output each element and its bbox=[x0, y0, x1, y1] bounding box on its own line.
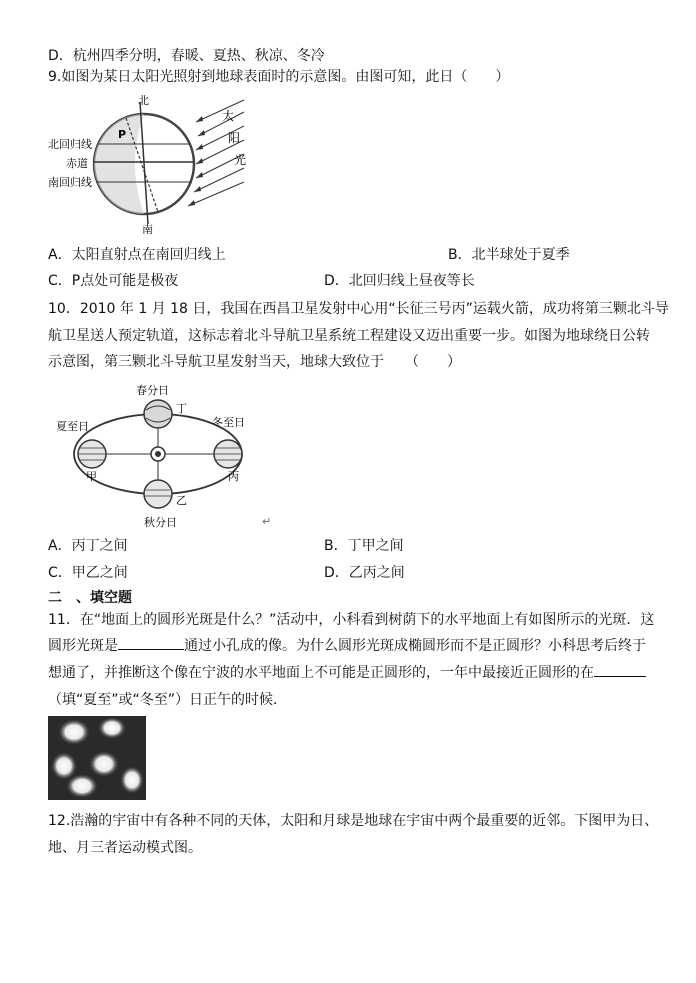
light-spot-5 bbox=[66, 774, 98, 798]
return-mark: ↵ bbox=[262, 515, 272, 528]
q11-blank-2[interactable] bbox=[594, 676, 646, 677]
q11-light-spot-photo bbox=[48, 716, 146, 800]
fig9-label-equator: 赤道 bbox=[66, 157, 88, 170]
section2-title: 二 、填空题 bbox=[48, 590, 132, 606]
light-spot-1 bbox=[58, 719, 90, 745]
earth-winter bbox=[214, 440, 242, 468]
q12-line2: 地、月三者运动模式图。 bbox=[48, 840, 202, 856]
q10-stem-line1: 10．2010 年 1 月 18 日，我国在西昌卫星发射中心用“长征三号丙”运载火箭，成功将第三颗北斗导 bbox=[48, 301, 669, 317]
light-spot-6 bbox=[120, 766, 144, 794]
fig10-label-winter: 冬至日 bbox=[212, 416, 245, 429]
q9-stem: 9.如图为某日太阳光照射到地球表面时的示意图。由图可知，此日（ ） bbox=[48, 69, 510, 85]
fig10-label-ding: 丁 bbox=[176, 402, 187, 415]
earth-autumn bbox=[144, 480, 172, 508]
light-spot-2 bbox=[98, 717, 126, 739]
q9-option-b[interactable]: B．北半球处于夏季 bbox=[448, 247, 570, 263]
fig9-label-south: 南 bbox=[142, 223, 153, 234]
q10-orbit-figure bbox=[52, 380, 262, 530]
q9-sunlight-figure bbox=[46, 92, 256, 234]
fig9-label-point-p: P bbox=[118, 128, 127, 141]
earth-spring bbox=[144, 400, 172, 428]
fig9-label-tropic-capricorn: 南回归线 bbox=[48, 176, 92, 189]
q12-line1: 12.浩瀚的宇宙中有各种不同的天体，太阳和月球是地球在宇宙中两个最重要的近邻。下图甲为日、 bbox=[48, 813, 659, 829]
q11-line2-a: 圆形光斑是 bbox=[48, 638, 118, 654]
fig10-label-summer: 夏至日 bbox=[56, 420, 89, 433]
q11-line4: （填“夏至”或“冬至”）日正午的时候． bbox=[48, 692, 288, 708]
q11-line2-b: 通过小孔成的像。为什么圆形光斑成椭圆形而不是正圆形？小科思考后终于 bbox=[184, 638, 646, 654]
q11-line1: 11．在“地面上的圆形光斑是什么？”活动中，小科看到树荫下的水平地面上有如图所示的光斑．这 bbox=[48, 612, 655, 628]
q9-option-d[interactable]: D．北回归线上昼夜等长 bbox=[324, 273, 475, 289]
q9-option-c[interactable]: C．P点处可能是极夜 bbox=[48, 273, 179, 289]
q11-blank-1[interactable] bbox=[118, 649, 184, 650]
fig10-label-jia: 甲 bbox=[86, 470, 97, 483]
light-spot-4 bbox=[89, 751, 119, 777]
q8-option-d: D．杭州四季分明，春暖、夏热、秋凉、冬冷 bbox=[48, 48, 325, 64]
earth-summer bbox=[78, 440, 106, 468]
fig9-label-sun3: 光 bbox=[234, 153, 247, 167]
q10-option-b[interactable]: B．丁甲之间 bbox=[324, 538, 404, 554]
fig9-label-tropic-cancer: 北回归线 bbox=[48, 138, 92, 151]
q10-stem-line2: 航卫星送人预定轨道，这标志着北斗导航卫星系统工程建设又迈出重要一步。如图为地球绕日公转 bbox=[48, 328, 650, 344]
q9-option-a[interactable]: A．太阳直射点在南回归线上 bbox=[48, 247, 226, 263]
q10-option-a[interactable]: A．丙丁之间 bbox=[48, 538, 128, 554]
light-spot-3 bbox=[51, 752, 77, 780]
q10-option-c[interactable]: C．甲乙之间 bbox=[48, 565, 128, 581]
q11-line3 bbox=[48, 663, 646, 683]
fig10-label-bing: 丙 bbox=[228, 470, 239, 483]
q10-stem-line3: 示意图，第三颗北斗导航卫星发射当天，地球大致位于 （ ） bbox=[48, 354, 461, 370]
fig10-label-spring: 春分日 bbox=[136, 384, 169, 397]
fig9-label-sun1: 太 bbox=[222, 109, 235, 123]
fig10-label-autumn: 秋分日 bbox=[144, 516, 177, 529]
q11-line3-text: 想通了，并推断这个像在宁波的水平地面上不可能是正圆形的，一年中最接近正圆形的在 bbox=[48, 665, 594, 681]
q10-option-d[interactable]: D．乙丙之间 bbox=[324, 565, 405, 581]
fig9-label-sun2: 阳 bbox=[228, 131, 241, 145]
fig9-label-north: 北 bbox=[138, 94, 149, 107]
q11-line2 bbox=[48, 636, 646, 656]
fig10-label-yi: 乙 bbox=[176, 494, 187, 507]
